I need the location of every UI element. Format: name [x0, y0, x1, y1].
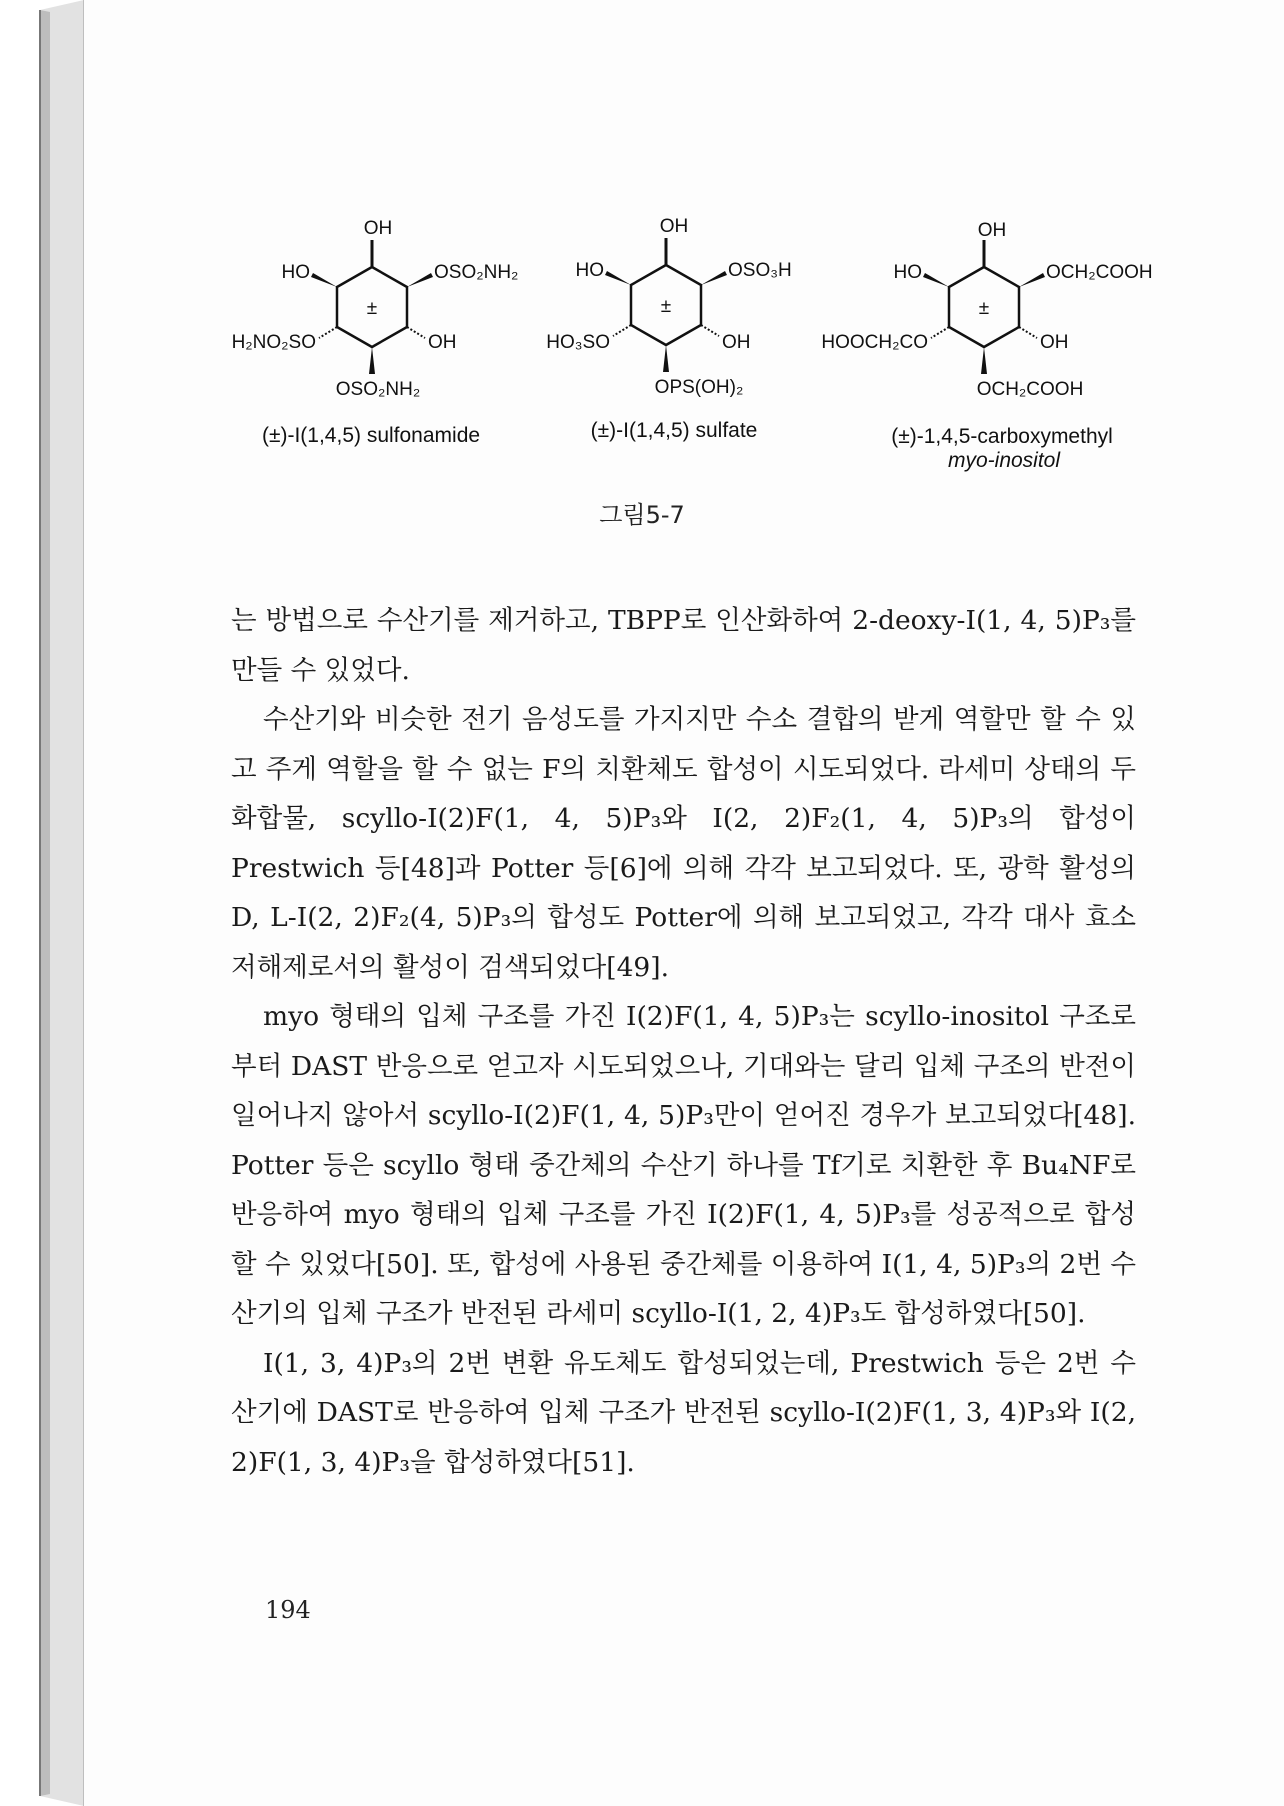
mol3-lower-left: HOOCH₂CO — [821, 332, 928, 353]
mol1-bottom: OSO₂NH₂ — [335, 379, 421, 400]
mol3-lower-right: OH — [1040, 332, 1069, 353]
body-text — [231, 596, 1136, 1487]
mol1-center: ± — [366, 298, 378, 319]
molecule-sulfonamide — [232, 218, 519, 447]
figure-caption: 그림5-7 — [599, 501, 685, 529]
mol3-upper-right: OCH₂COOH — [1046, 262, 1153, 283]
mol2-lower-left: HO₃SO — [546, 332, 610, 353]
mol2-upper-left: HO — [575, 260, 604, 281]
paragraph-4: I(1, 3, 4)P₃의 2번 변환 유도체도 합성되었는데, Prestwich 등은 2번 수산기에 DAST로 반응하여 입체 구조가 반전된 scyllo-I(2)F(1, 3, 4)P₃와 I(2, 2)F(1, 3, 4)P₃을 합성하였다[51]. — [231, 1347, 1136, 1478]
mol3-upper-left: HO — [893, 262, 922, 283]
mol2-name: (±)-I(1,4,5) sulfate — [590, 419, 758, 442]
mol3-name-line2: myo-inositol — [947, 449, 1061, 472]
paragraph-3: myo 형태의 입체 구조를 가진 I(2)F(1, 4, 5)P₃는 scyllo-inositol 구조로부터 DAST 반응으로 얻고자 시도되었으나, 기대와는 달리 입체 구조의 반전이 일어나지 않아서 scyllo-I(2)F(1, 4, 5)P₃만이 얻어진 경우가 보고되었다[48]. Potter 등은 scyllo 형태 중간체의 수산기 하나를 Tf기로 치환한 후 Bu₄NF로 반응하여 myo 형태의 입체 구조를 가진 I(2)F(1, 4, 5)P₃를 성공적으로 합성할 수 있었다[50]. 또, 합성에 사용된 중간체를 이용하여 I(1, 4, 5)P₃의 2번 수산기의 입체 구조가 반전된 라세미 scyllo-I(1, 2, 4)P₃도 합성하였다[50]. — [231, 1001, 1136, 1329]
mol1-lower-right: OH — [428, 332, 457, 353]
mol3-bottom: OCH₂COOH — [976, 379, 1084, 400]
page-number: 194 — [265, 1596, 311, 1624]
molecule-sulfate — [546, 216, 791, 442]
molecule-carboxymethyl — [821, 220, 1152, 472]
mol2-bottom: OPS(OH)₂ — [654, 377, 744, 398]
mol1-top: OH — [363, 218, 393, 239]
paragraph-2: 수산기와 비슷한 전기 음성도를 가지지만 수소 결합의 받게 역할만 할 수 있고 주게 역할을 할 수 없는 F의 치환체도 합성이 시도되었다. 라세미 상태의 두 화합물, scyllo-I(2)F(1, 4, 5)P₃와 I(2, 2)F₂(1, 4, 5)P₃의 합성이 Prestwich 등[48]과 Potter 등[6]에 의해 각각 보고되었다. 또, 광학 활성의 D, L-I(2, 2)F₂(4, 5)P₃의 합성도 Potter에 의해 보고되었고, 각각 대사 효소 저해제로서의 활성이 검색되었다[49]. — [231, 704, 1136, 983]
mol2-upper-right: OSO₃H — [728, 260, 792, 281]
mol2-lower-right: OH — [722, 332, 751, 353]
mol1-lower-left: H₂NO₂SO — [231, 332, 316, 353]
mol3-center: ± — [978, 298, 990, 319]
mol1-upper-right: OSO₂NH₂ — [434, 262, 519, 283]
mol3-name: (±)-1,4,5-carboxymethyl — [891, 425, 1113, 448]
paragraph-1: 는 방법으로 수산기를 제거하고, TBPP로 인산화하여 2-deoxy-I(1, 4, 5)P₃를 만들 수 있었다. — [231, 605, 1136, 686]
mol3-top: OH — [977, 220, 1007, 241]
mol2-center: ± — [660, 296, 672, 317]
mol2-top: OH — [659, 216, 689, 237]
mol1-upper-left: HO — [281, 262, 310, 283]
chemical-structures-figure — [0, 0, 1284, 560]
mol1-name: (±)-I(1,4,5) sulfonamide — [261, 424, 481, 447]
